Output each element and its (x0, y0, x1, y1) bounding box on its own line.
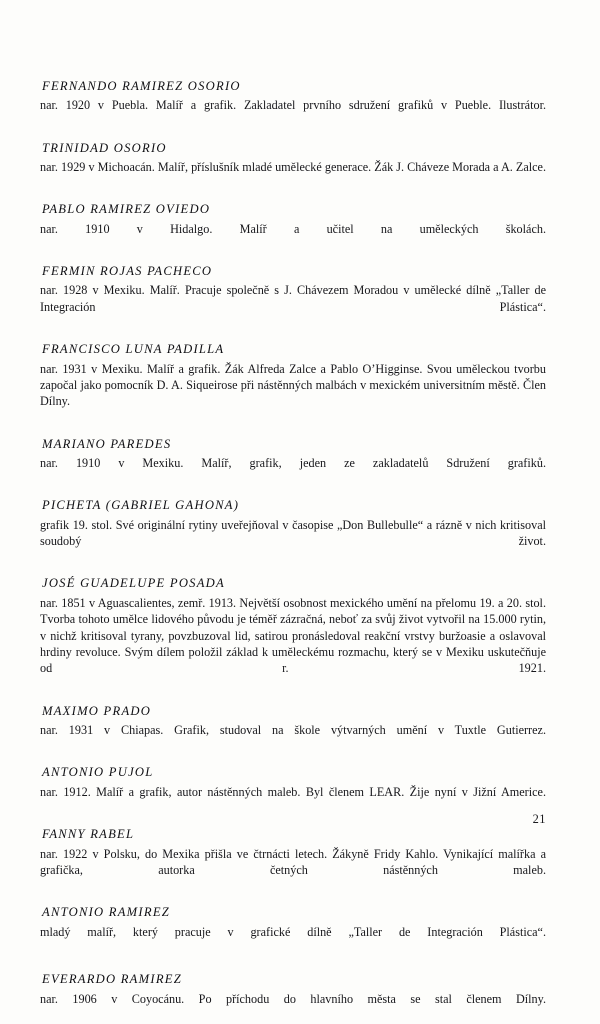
artist-name: MAXIMO PRADO (42, 703, 152, 718)
artist-biography: nar. 1931 v Chiapas. Grafik, studoval na škole výtvarných umění v Tuxtle Gutierrez. (40, 723, 546, 738)
artist-name: ANTONIO RAMIREZ (42, 905, 171, 920)
artist-name: PICHETA (GABRIEL GAHONA) (42, 498, 240, 513)
artist-name: MARIANO PAREDES (42, 436, 172, 451)
artist-biography: nar. 1910 v Mexiku. Malíř, grafik, jeden ze zakladatelů Sdružení grafiků. (40, 456, 546, 471)
artist-entry (40, 78, 546, 130)
artist-biography: nar. 1906 v Coyocánu. Po příchodu do hlavního města se stal členem Dílny. (40, 991, 546, 1006)
artist-biography: nar. 1922 v Polsku, do Mexika přišla ve čtrnácti letech. Žákyně Fridy Kahlo. Vynikající malířka a grafička, autorka četných nástěnných maleb. (40, 846, 546, 877)
artist-entry (40, 201, 546, 253)
artist-biography: nar. 1929 v Michoacán. Malíř, příslušník mladé umělecké generace. Žák J. Cháveze Morada a A. Zalce. (40, 160, 546, 175)
artist-name: PABLO RAMIREZ OVIEDO (42, 202, 211, 217)
artist-entry (40, 140, 546, 192)
artist-biography: nar. 1910 v Hidalgo. Malíř a učitel na uměleckých školách. (40, 221, 546, 236)
artist-name: FERNANDO RAMIREZ OSORIO (42, 79, 241, 93)
artist-biography: nar. 1920 v Puebla. Malíř a grafik. Zakladatel prvního sdružení grafiků v Pueble. Ilustrátor. (40, 98, 546, 113)
artist-biography: nar. 1912. Malíř a grafik, autor nástěnných maleb. Byl členem LEAR. Žije nyní v Jižní Americe. (40, 784, 546, 799)
artist-entry (40, 497, 546, 566)
artist-name: FERMIN ROJAS PACHECO (42, 264, 213, 279)
artist-name: FANNY RABEL (42, 827, 135, 842)
artist-biography: nar. 1931 v Mexiku. Malíř a grafik. Žák Alfreda Zalce a Pablo O’Higginse. Svou uměleckou tvorbu započal jako pomocník D. A. Siqueirose při nástěnných malbách v mexickém universitním městě. Člen Dílny. (40, 361, 546, 409)
artist-entry (40, 263, 546, 332)
artist-biography: nar. 1928 v Mexiku. Malíř. Pracuje společně s J. Chávezem Moradou v umělecké dílně „Taller de Integración Plástica“. (40, 283, 546, 314)
artist-biography: grafik 19. stol. Své originální rytiny uveřejňoval v časopise „Don Bullebulle“ a rázně v nich kritisoval soudobý život. (40, 517, 546, 549)
artist-name: EVERARDO RAMIREZ (42, 972, 182, 987)
page-number: 21 (532, 812, 546, 826)
artist-name: TRINIDAD OSORIO (42, 140, 167, 155)
artist-entry (40, 764, 546, 816)
artist-biography: mladý malíř, který pracuje v grafické dílně „Taller de Integración Plástica“. (40, 924, 546, 939)
artist-entry (40, 341, 546, 426)
artist-name: JOSÉ GUADELUPE POSADA (42, 576, 225, 591)
artist-entry (40, 904, 546, 956)
artist-entry (40, 575, 546, 693)
artist-entry (40, 971, 546, 1023)
artist-name: FRANCISCO LUNA PADILLA (42, 342, 225, 357)
artist-entry (40, 703, 546, 755)
artist-entry (40, 436, 546, 488)
artist-biography: nar. 1851 v Aguascalientes, zemř. 1913. Největší osobnost mexického umění na přelomu 19. a 20. stol. Tvorba tohoto umělce lidového původu je téměř zázračná, neboť za svůj život vytvořil na 15.000 rytin, v nichž kritisoval tyrany, povzbuzoval lid, satirou pronásledoval reakční vrstvy buržoasie a oslavoval hrdiny revoluce. Svým dílem položil základ k uměleckému rozmachu, který se v Mexiku uskutečňuje od r. 1921. (40, 595, 546, 676)
artist-entry-list (40, 78, 546, 1024)
artist-entry (40, 826, 546, 895)
artist-name: ANTONIO PUJOL (42, 765, 154, 780)
